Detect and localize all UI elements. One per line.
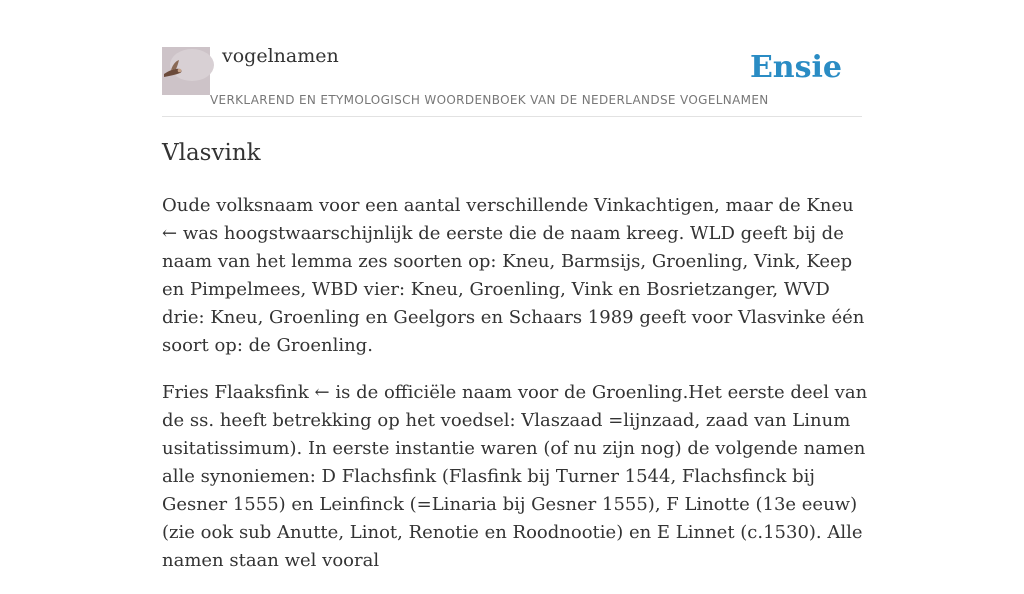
- paragraph-2-text-b: is de officiële naam voor de Groenling.Het eerste deel van de ss. heeft betrekking op het voedsel: Vlaszaad =lijnzaad, zaad van Linum usitatissimum). In eerste instantie waren (of nu zijn nog) de volgende namen alle synoniemen: D Flachsfink (Flasfink bij Turner 1544, Flachsfinck bij Gesner 1555) en Leinfinck (=Linaria bij Gesner 1555), F Linotte (13e eeuw) (zie ook sub Anutte, Linot, Renotie en Roodnootie) en E Linnet (c.1530). Alle namen staan wel vooral: [162, 382, 868, 571]
- site-tagline: VERKLAREND EN ETYMOLOGISCH WOORDENBOEK VAN DE NEDERLANDSE VOGELNAMEN: [210, 93, 769, 107]
- entry-title: Vlasvink: [162, 140, 261, 166]
- bird-photo-icon: [162, 47, 210, 95]
- flaaksfink-reference-arrow-link[interactable]: ←: [314, 382, 330, 403]
- kneu-reference-arrow-link[interactable]: ←: [162, 223, 178, 244]
- paragraph-2-text-a: Fries Flaaksfink: [162, 382, 315, 403]
- site-name[interactable]: vogelnamen: [222, 45, 339, 67]
- paragraph-1-text-b: was hoogstwaarschijnlijk de eerste die de naam kreeg. WLD geeft bij de naam van het lemma zes soorten op: Kneu, Barmsijs, Groenling, Vink, Keep en Pimpelmees, WBD vier: Kneu, Groenling, Vink en Bosrietzanger, WVD drie: Kneu, Groenling en Geelgors en Schaars 1989 geeft voor Vlasvinke één soort op: de Groenling.: [162, 223, 865, 356]
- paragraph-2: [162, 379, 868, 575]
- entry-body: [162, 192, 868, 594]
- site-header: [162, 0, 862, 117]
- paragraph-1-text-a: Oude volksnaam voor een aantal verschillende Vinkachtigen, maar de Kneu: [162, 195, 854, 216]
- ensie-logo-link[interactable]: Ensie: [749, 50, 842, 85]
- bird-avatar-icon[interactable]: [162, 47, 210, 95]
- paragraph-1: [162, 192, 868, 360]
